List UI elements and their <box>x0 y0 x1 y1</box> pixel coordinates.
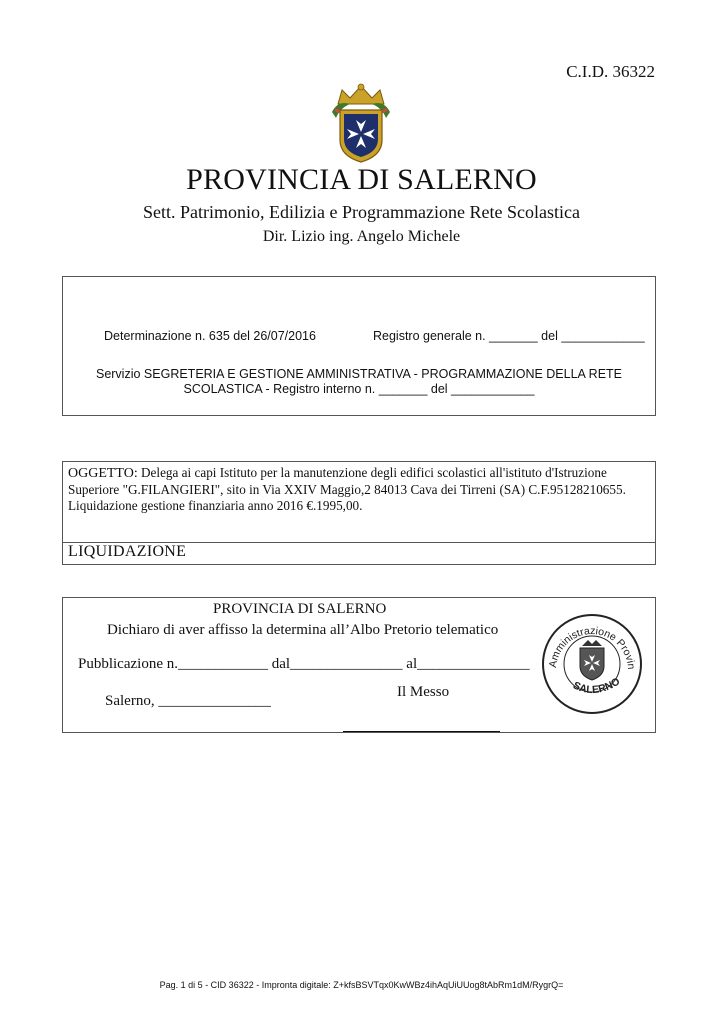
svg-text:SALERNO <box>571 675 622 696</box>
stamp-bottom-text: SALERNO <box>571 675 623 697</box>
department-subtitle: Sett. Patrimonio, Edilizia e Programmazione Rete Scolastica <box>143 202 580 222</box>
service-line-2: SCOLASTICA - Registro interno n. _______ del ____________ <box>183 382 535 396</box>
subject-label: OGGETTO: <box>68 466 138 481</box>
messo-label: Il Messo <box>397 684 450 700</box>
page-title: PROVINCIA DI SALERNO <box>186 163 537 196</box>
publication-title: PROVINCIA DI SALERNO <box>213 601 387 617</box>
subject-body: Delega ai capi Istituto per la manutenzione degli edifici scolastici all'istituto d'Istruzione Superiore "G.FILANGIERI", sito in Via XXIV Maggio,2 84013 Cava dei Tirreni (SA) C.F.95128210655. Liquidazione gestione finanziaria anno 2016 €.1995,00. <box>68 465 626 513</box>
subject-text <box>68 465 650 514</box>
place-date-field: Salerno, _______________ <box>105 693 271 709</box>
province-crest-icon <box>328 82 394 164</box>
publication-fields: Pubblicazione n.____________ dal_______________ al_______________ <box>78 656 530 672</box>
general-register: Registro generale n. _______ del ____________ <box>373 329 645 343</box>
director-name: Dir. Lizio ing. Angelo Michele <box>262 228 461 245</box>
stamp-top-text: Amministrazione Provin <box>546 624 638 670</box>
page-footer: Pag. 1 di 5 - CID 36322 - Impronta digitale: Z+kfsBSVTqx0KwWBz4ihAqUiUUog8tAbRm1dM/RygrQ= <box>159 980 564 990</box>
signature-line <box>343 731 500 732</box>
determination-number: Determinazione n. 635 del 26/07/2016 <box>104 329 316 343</box>
cid-number: C.I.D. 36322 <box>566 62 655 81</box>
service-line-1: Servizio SEGRETERIA E GESTIONE AMMINISTRATIVA - PROGRAMMAZIONE DELLA RETE <box>95 367 623 381</box>
official-stamp-icon <box>540 612 644 716</box>
publication-declaration: Dichiaro di aver affisso la determina all’Albo Pretorio telematico <box>107 622 499 638</box>
document-type: LIQUIDAZIONE <box>68 543 187 560</box>
